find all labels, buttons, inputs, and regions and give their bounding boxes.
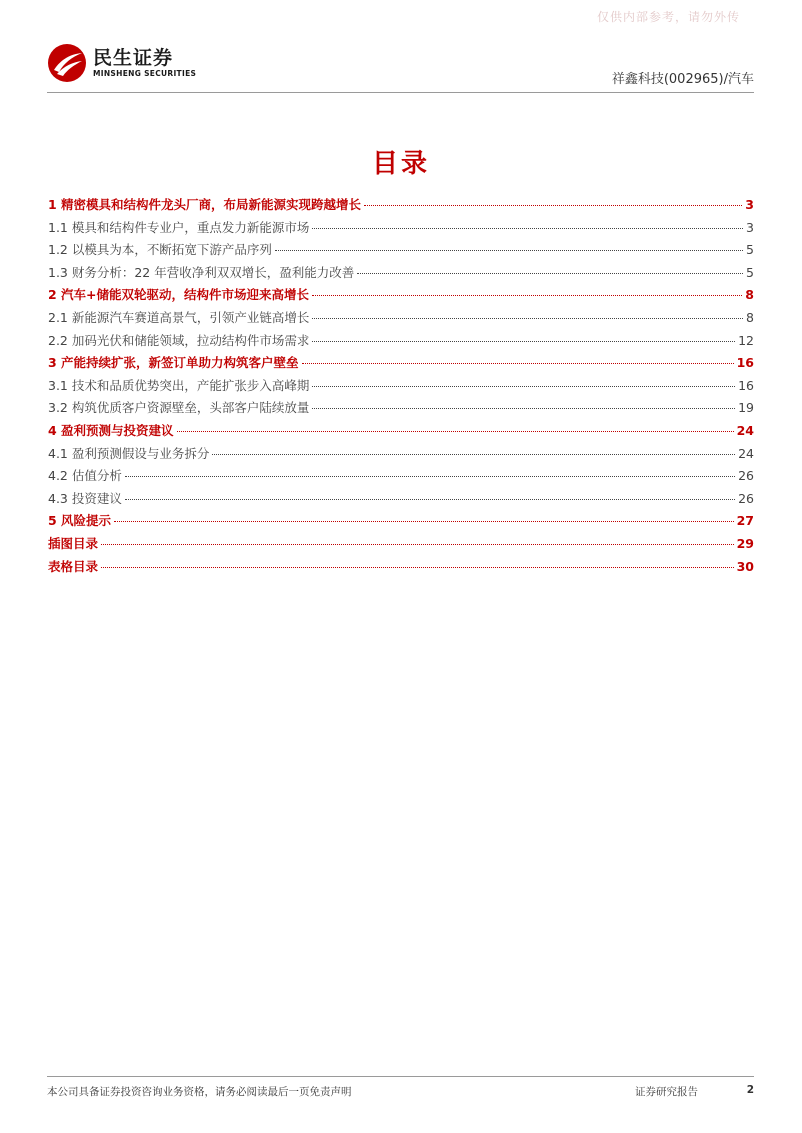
- toc-dot-leader: [101, 567, 734, 568]
- toc-dot-leader: [101, 544, 734, 545]
- toc-entry-title: 3 产能持续扩张，新签订单助力构筑客户壁垒: [48, 355, 299, 371]
- toc-dot-leader: [364, 205, 742, 206]
- toc-page-number: 12: [738, 332, 754, 348]
- toc-chapter-entry[interactable]: [48, 420, 754, 443]
- toc-page-number: 27: [736, 513, 754, 529]
- toc-dot-leader: [357, 273, 743, 274]
- toc-page-number: 24: [736, 422, 754, 438]
- toc-dot-leader: [312, 341, 735, 342]
- toc-chapter-entry[interactable]: [48, 352, 754, 375]
- toc-entry-title: 2.2 加码光伏和储能领域，拉动结构件市场需求: [48, 332, 310, 348]
- toc-chapter-entry[interactable]: [48, 194, 754, 217]
- toc-dot-leader: [312, 408, 735, 409]
- minsheng-logo: [47, 43, 196, 83]
- toc-entry-title: 5 风险提示: [48, 513, 112, 529]
- toc-entry-title: 3.2 构筑优质客户资源壁垒，头部客户陆续放量: [48, 400, 310, 416]
- toc-page-number: 8: [746, 309, 754, 325]
- logo-english-name: MINSHENG SECURITIES: [93, 69, 197, 78]
- toc-entry-title: 4.1 盈利预测假设与业务拆分: [48, 445, 210, 461]
- toc-page-number: 26: [738, 490, 754, 506]
- toc-entry-title: 1.3 财务分析：22 年营收净利双双增长，盈利能力改善: [48, 264, 355, 280]
- minsheng-logo-icon: [47, 43, 87, 83]
- toc-section-entry[interactable]: [48, 330, 754, 353]
- header-divider: [47, 92, 754, 93]
- toc-section-entry[interactable]: [48, 217, 754, 240]
- toc-dot-leader: [312, 228, 743, 229]
- footer-divider: [47, 1076, 754, 1077]
- toc-page-number: 16: [736, 355, 754, 371]
- logo-chinese-name: 民生证券: [93, 47, 174, 69]
- toc-chapter-entry[interactable]: [48, 284, 754, 307]
- toc-page-number: 30: [736, 558, 754, 574]
- toc-dot-leader: [125, 499, 735, 500]
- toc-page-number: 3: [745, 197, 754, 212]
- toc-page-number: 3: [746, 219, 754, 235]
- company-ticker: 祥鑫科技(002965)/汽车: [611, 72, 754, 87]
- toc-section-entry[interactable]: [48, 397, 754, 420]
- toc-page-number: 5: [746, 242, 754, 258]
- footer-report-type: 证券研究报告: [635, 1086, 698, 1098]
- toc-dot-leader: [312, 386, 735, 387]
- toc-page-number: 19: [738, 400, 754, 416]
- toc-dot-leader: [212, 454, 735, 455]
- toc-dot-leader: [125, 476, 735, 477]
- toc-entry-title: 2 汽车+储能双轮驱动，结构件市场迎来高增长: [48, 287, 310, 303]
- toc-chapter-entry[interactable]: [48, 556, 754, 579]
- toc-chapter-entry[interactable]: [48, 510, 754, 533]
- toc-page-number: 29: [736, 535, 754, 551]
- toc-entry-title: 插图目录: [48, 535, 99, 551]
- toc-entry-title: 1.2 以模具为本，不断拓宽下游产品序列: [48, 242, 272, 258]
- toc-section-entry[interactable]: [48, 443, 754, 466]
- footer-page-number: 2: [746, 1084, 754, 1096]
- toc-page-number: 8: [745, 287, 754, 303]
- page-title: 目录: [371, 149, 430, 179]
- toc-section-entry[interactable]: [48, 465, 754, 488]
- toc-section-entry[interactable]: [48, 262, 754, 285]
- toc-entry-title: 4.3 投资建议: [48, 490, 122, 506]
- toc-dot-leader: [177, 431, 734, 432]
- footer-disclaimer: 本公司具备证券投资咨询业务资格，请务必阅读最后一页免责声明: [47, 1086, 352, 1098]
- toc-page-number: 5: [746, 264, 754, 280]
- toc-entry-title: 4 盈利预测与投资建议: [48, 422, 174, 438]
- toc-section-entry[interactable]: [48, 307, 754, 330]
- toc-entry-title: 3.1 技术和品质优势突出，产能扩张步入高峰期: [48, 377, 310, 393]
- toc-section-entry[interactable]: [48, 239, 754, 262]
- toc-entry-title: 表格目录: [48, 558, 99, 574]
- toc-dot-leader: [312, 318, 743, 319]
- watermark-text: 仅供内部参考，请勿外传: [596, 10, 740, 24]
- toc-entry-title: 4.2 估值分析: [48, 468, 122, 484]
- toc-chapter-entry[interactable]: [48, 533, 754, 556]
- table-of-contents: [48, 194, 754, 578]
- toc-entry-title: 1 精密模具和结构件龙头厂商，布局新能源实现跨越增长: [48, 197, 362, 212]
- toc-page-number: 26: [738, 468, 754, 484]
- toc-page-number: 16: [738, 377, 754, 393]
- toc-dot-leader: [275, 250, 743, 251]
- toc-section-entry[interactable]: [48, 375, 754, 398]
- toc-dot-leader: [302, 363, 734, 364]
- toc-entry-title: 1.1 模具和结构件专业户，重点发力新能源市场: [48, 219, 310, 235]
- toc-page-number: 24: [738, 445, 754, 461]
- toc-entry-title: 2.1 新能源汽车赛道高景气，引领产业链高增长: [48, 309, 310, 325]
- toc-dot-leader: [312, 295, 742, 296]
- toc-section-entry[interactable]: [48, 488, 754, 511]
- toc-dot-leader: [114, 521, 734, 522]
